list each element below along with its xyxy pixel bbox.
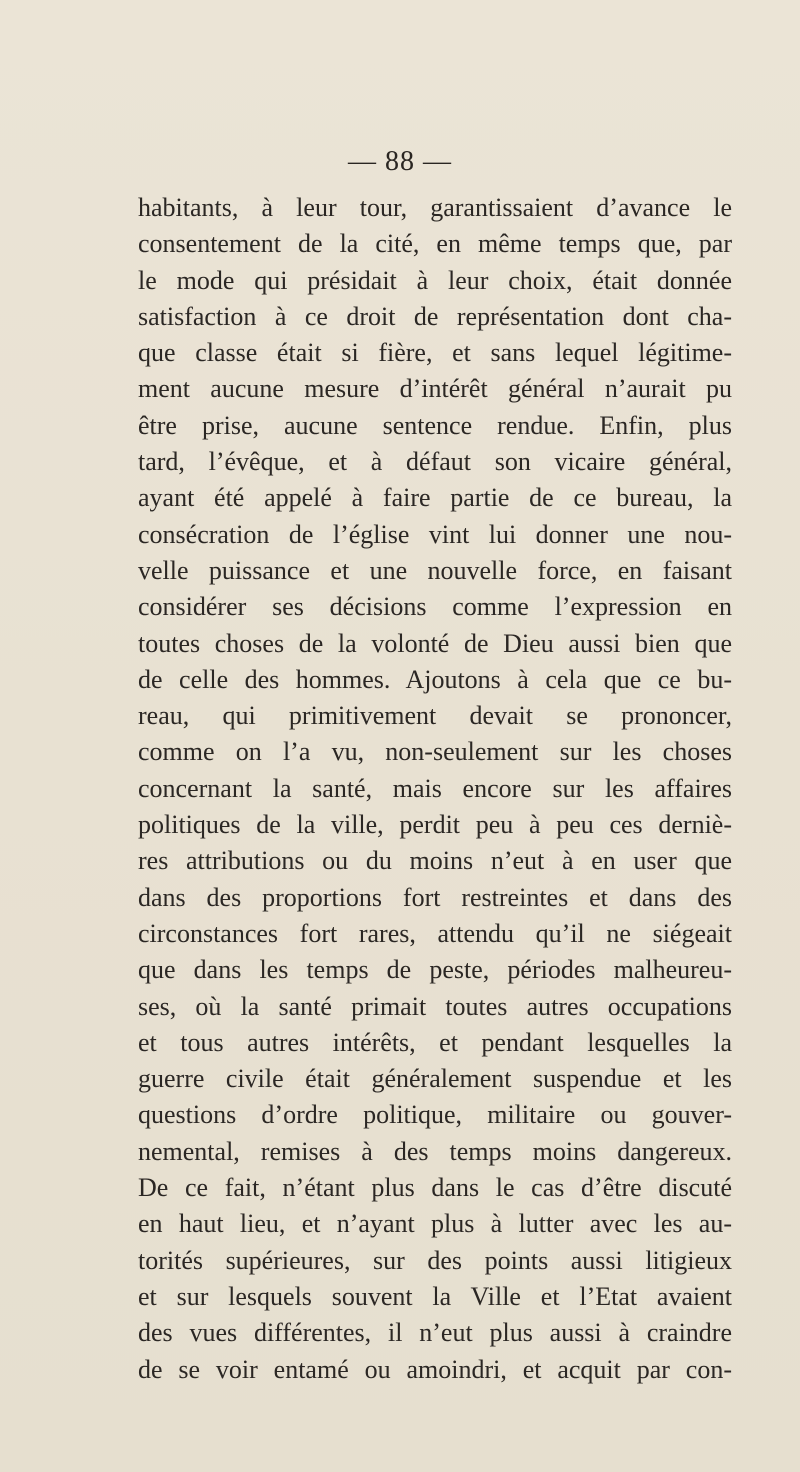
text-line: comme on l’a vu, non-seulement sur les choses bbox=[138, 737, 732, 767]
text-line: toutes choses de la volonté de Dieu aussi bien que bbox=[138, 628, 732, 658]
text-line: des vues différentes, il n’eut plus aussi à craindre bbox=[138, 1318, 732, 1348]
text-line: politiques de la ville, perdit peu à peu ces derniè- bbox=[138, 810, 732, 840]
text-line: nemental, remises à des temps moins dangereux. bbox=[138, 1136, 732, 1166]
text-line: de celle des hommes. Ajoutons à cela que ce bu- bbox=[138, 664, 732, 694]
text-line: le mode qui présidait à leur choix, était donnée bbox=[138, 265, 732, 295]
text-line: concernant la santé, mais encore sur les affaires bbox=[138, 773, 732, 803]
text-line: consécration de l’église vint lui donner une nou- bbox=[138, 519, 732, 549]
text-line: considérer ses décisions comme l’expression en bbox=[138, 592, 732, 622]
text-line: habitants, à leur tour, garantissaient d’avance le bbox=[138, 193, 732, 222]
text-line: que dans les temps de peste, périodes malheureu- bbox=[138, 955, 732, 985]
text-line: dans des proportions fort restreintes et dans des bbox=[138, 882, 732, 912]
text-line: ayant été appelé à faire partie de ce bureau, la bbox=[138, 483, 732, 513]
text-line: res attributions ou du moins n’eut à en user que bbox=[138, 846, 732, 876]
text-line: que classe était si fière, et sans lequel légitime- bbox=[138, 338, 732, 368]
text-line: consentement de la cité, en même temps que, par bbox=[138, 229, 732, 259]
text-line: ses, où la santé primait toutes autres occupations bbox=[138, 991, 732, 1021]
text-line: questions d’ordre politique, militaire ou gouver- bbox=[138, 1100, 732, 1130]
text-line: velle puissance et une nouvelle force, en faisant bbox=[138, 555, 732, 585]
text-line: torités supérieures, sur des points aussi litigieux bbox=[138, 1245, 732, 1275]
text-line: de se voir entamé ou amoindri, et acquit par con- bbox=[138, 1354, 732, 1384]
text-line: ment aucune mesure d’intérêt général n’aurait pu bbox=[138, 374, 732, 404]
text-line: guerre civile était généralement suspendue et les bbox=[138, 1064, 732, 1094]
body-text bbox=[138, 190, 732, 1388]
text-line: reau, qui primitivement devait se prononcer, bbox=[138, 701, 732, 731]
text-line: être prise, aucune sentence rendue. Enfin, plus bbox=[138, 410, 732, 440]
page-number: — 88 — bbox=[348, 146, 452, 177]
text-line: et sur lesquels souvent la Ville et l’Etat avaient bbox=[138, 1281, 732, 1311]
text-line: circonstances fort rares, attendu qu’il ne siégeait bbox=[138, 918, 732, 948]
text-line: satisfaction à ce droit de représentation dont cha- bbox=[138, 301, 732, 331]
text-line: tard, l’évêque, et à défaut son vicaire général, bbox=[138, 447, 732, 477]
text-line: en haut lieu, et n’ayant plus à lutter avec les au- bbox=[138, 1209, 732, 1239]
text-line: et tous autres intérêts, et pendant lesquelles la bbox=[138, 1027, 732, 1057]
text-line: De ce fait, n’étant plus dans le cas d’être discuté bbox=[138, 1173, 732, 1203]
